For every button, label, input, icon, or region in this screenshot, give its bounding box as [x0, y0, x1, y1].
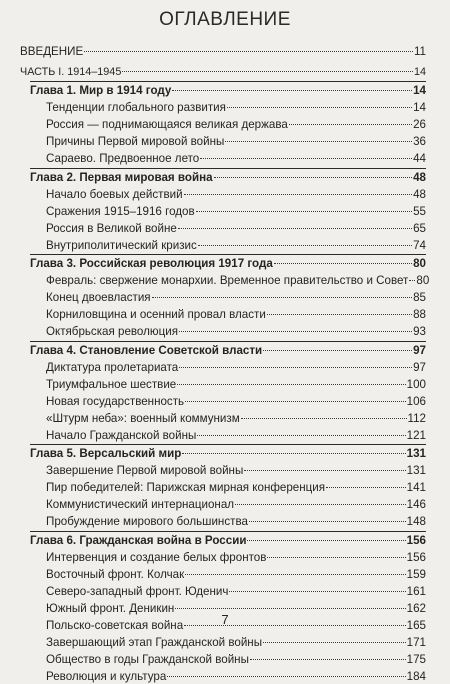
toc-section[interactable]: [20, 151, 426, 167]
toc-entry-page: 14: [413, 101, 426, 115]
dot-leader: [244, 470, 405, 471]
toc-section[interactable]: [20, 635, 426, 651]
toc-entry-page: 55: [413, 204, 426, 218]
toc-entry-label: Глава 5. Версальский мир: [30, 447, 182, 461]
toc-section[interactable]: [20, 117, 426, 133]
toc-section[interactable]: [20, 394, 426, 410]
toc-entry-label: Глава 6. Гражданская война в России: [30, 533, 247, 547]
chapter-divider: [30, 444, 426, 445]
toc-section[interactable]: [20, 324, 426, 340]
toc-entry-page: 156: [406, 550, 426, 564]
toc-entry-page: 162: [406, 601, 426, 615]
toc-entry-page: 156: [406, 533, 426, 547]
toc-entry-label: Завершающий этап Гражданской войны: [46, 635, 263, 649]
toc-entry-label: Россия в Великой войне: [46, 221, 177, 235]
toc-entry-page: 165: [406, 618, 426, 632]
toc-chapter[interactable]: [20, 533, 426, 549]
toc-entry-page: 100: [406, 377, 426, 391]
toc-entry-page: 131: [406, 464, 426, 478]
toc-entry-page: 146: [406, 498, 426, 512]
dot-leader: [152, 297, 413, 298]
toc-intro[interactable]: [20, 44, 426, 60]
table-of-contents: [20, 44, 430, 684]
dot-leader: [247, 540, 405, 541]
toc-entry-page: 97: [413, 360, 426, 374]
toc-section[interactable]: [20, 187, 426, 203]
toc-section[interactable]: [20, 497, 426, 513]
toc-part[interactable]: [20, 65, 426, 81]
toc-entry-page: 14: [413, 65, 426, 78]
dot-leader: [178, 228, 412, 229]
dot-leader: [267, 557, 405, 558]
toc-entry-label: Революция и культура: [46, 669, 167, 683]
toc-entry-label: Корниловщина и осенний провал власти: [46, 308, 266, 322]
toc-entry-label: Глава 2. Первая мировая война: [30, 170, 213, 184]
toc-entry-page: 88: [413, 308, 426, 322]
toc-entry-page: 65: [413, 221, 426, 235]
toc-section[interactable]: [20, 463, 426, 479]
dot-leader: [200, 158, 412, 159]
dot-leader: [179, 367, 412, 368]
dot-leader: [263, 350, 412, 351]
toc-entry-label: ЧАСТЬ I. 1914–1945: [20, 65, 122, 78]
toc-section[interactable]: [20, 514, 426, 530]
toc-entry-label: Триумфальное шествие: [46, 377, 177, 391]
toc-entry-label: Октябрьская революция: [46, 325, 178, 339]
toc-entry-label: Глава 4. Становление Советской власти: [30, 343, 263, 357]
toc-section[interactable]: [20, 652, 426, 668]
toc-entry-page: 74: [413, 238, 426, 252]
toc-section[interactable]: [20, 584, 426, 600]
toc-entry-label: Пир победителей: Парижская мирная конференция: [46, 481, 326, 495]
toc-section[interactable]: [20, 221, 426, 237]
toc-entry-label: ВВЕДЕНИЕ: [20, 45, 84, 58]
toc-entry-page: 175: [406, 652, 426, 666]
dot-leader: [172, 90, 412, 91]
toc-entry-page: 48: [413, 170, 426, 184]
chapter-divider: [30, 168, 426, 169]
toc-entry-page: 141: [406, 481, 426, 495]
toc-section[interactable]: [20, 290, 426, 306]
dot-leader: [326, 487, 406, 488]
dot-leader: [225, 141, 412, 142]
toc-section[interactable]: [20, 428, 426, 444]
dot-leader: [274, 263, 412, 264]
toc-entry-page: 97: [413, 343, 426, 357]
toc-entry-label: Южный фронт. Деникин: [46, 601, 175, 615]
toc-section[interactable]: [20, 238, 426, 254]
toc-entry-page: 148: [406, 515, 426, 529]
toc-entry-page: 131: [406, 447, 426, 461]
toc-entry-label: Пробуждение мирового большинства: [46, 515, 248, 529]
toc-entry-page: 184: [406, 669, 426, 683]
dot-leader: [175, 608, 405, 609]
toc-entry-label: Новая государственность: [46, 394, 185, 408]
toc-entry-label: Диктатура пролетариата: [46, 360, 179, 374]
toc-entry-page: 11: [413, 45, 426, 58]
toc-chapter[interactable]: [20, 446, 426, 462]
dot-leader: [214, 177, 413, 178]
dot-leader: [241, 418, 407, 419]
toc-entry-label: Начало боевых действий: [46, 187, 183, 201]
toc-entry-label: «Штурм неба»: военный коммунизм: [46, 411, 240, 425]
toc-entry-page: 48: [413, 187, 426, 201]
toc-entry-label: Глава 1. Мир в 1914 году: [30, 84, 172, 98]
dot-leader: [182, 453, 405, 454]
toc-chapter[interactable]: [20, 170, 426, 186]
toc-entry-label: Конец двоевластия: [46, 291, 151, 305]
toc-entry-page: 161: [406, 584, 426, 598]
chapter-divider: [30, 341, 426, 342]
toc-section[interactable]: [20, 377, 426, 393]
toc-entry-page: 14: [413, 84, 426, 98]
dot-leader: [179, 331, 412, 332]
dot-leader: [84, 51, 413, 52]
dot-leader: [227, 107, 412, 108]
dot-leader: [235, 504, 406, 505]
toc-entry-page: 26: [413, 118, 426, 132]
toc-section[interactable]: [20, 100, 426, 116]
toc-entry-label: Общество в годы Гражданской войны: [46, 652, 249, 666]
toc-chapter[interactable]: [20, 256, 426, 272]
dot-leader: [185, 574, 406, 575]
chapter-divider: [30, 531, 426, 532]
toc-entry-label: Глава 3. Российская революция 1917 года: [30, 257, 273, 271]
toc-entry-page: 80: [416, 274, 430, 288]
toc-entry-page: 93: [413, 325, 426, 339]
toc-entry-label: Сараево. Предвоенное лето: [46, 152, 200, 166]
toc-entry-page: 159: [406, 567, 426, 581]
toc-section[interactable]: [20, 273, 430, 289]
toc-entry-label: Восточный фронт. Колчак: [46, 567, 185, 581]
dot-leader: [409, 280, 415, 281]
toc-entry-label: Завершение Первой мировой войны: [46, 464, 244, 478]
toc-entry-label: Внутриполитический кризис: [46, 238, 197, 252]
dot-leader: [229, 591, 405, 592]
dot-leader: [250, 659, 406, 660]
toc-entry-page: 85: [413, 291, 426, 305]
dot-leader: [267, 314, 412, 315]
toc-entry-page: 36: [413, 135, 426, 149]
dot-leader: [167, 676, 405, 677]
dot-leader: [198, 245, 412, 246]
dot-leader: [122, 71, 413, 72]
toc-entry-page: 121: [406, 428, 426, 442]
toc-entry-label: Тенденции глобального развития: [46, 101, 226, 115]
toc-entry-label: Интервенция и создание белых фронтов: [46, 550, 267, 564]
toc-chapter[interactable]: [20, 83, 426, 99]
toc-entry-label: Причины Первой мировой войны: [46, 135, 225, 149]
toc-section[interactable]: [20, 550, 426, 566]
toc-entry-label: Февраль: свержение монархии. Временное правительство и Совет: [46, 274, 409, 288]
dot-leader: [263, 642, 406, 643]
toc-section[interactable]: [20, 480, 426, 496]
dot-leader: [249, 521, 406, 522]
dot-leader: [185, 401, 406, 402]
chapter-divider: [30, 81, 426, 82]
toc-section[interactable]: [20, 411, 426, 427]
toc-section[interactable]: [20, 669, 426, 684]
dot-leader: [197, 435, 405, 436]
toc-entry-label: Коммунистический интернационал: [46, 498, 235, 512]
dot-leader: [184, 194, 413, 195]
toc-section[interactable]: [20, 360, 426, 376]
page-title: ОГЛАВЛЕНИЕ: [159, 9, 291, 30]
toc-entry-page: 80: [413, 257, 426, 271]
toc-section[interactable]: [20, 204, 426, 220]
page-number: 7: [221, 612, 229, 627]
toc-entry-label: Польско-советская война: [46, 618, 184, 632]
toc-chapter[interactable]: [20, 343, 426, 359]
toc-entry-page: 44: [413, 152, 426, 166]
toc-entry-label: Россия — поднимающаяся великая держава: [46, 118, 288, 132]
dot-leader: [196, 211, 412, 212]
toc-entry-page: 112: [407, 411, 426, 425]
toc-section[interactable]: [20, 134, 426, 150]
chapter-divider: [30, 254, 426, 255]
dot-leader: [177, 384, 405, 385]
toc-entry-label: Сражения 1915–1916 годов: [46, 204, 195, 218]
toc-section[interactable]: [20, 567, 426, 583]
toc-entry-page: 106: [406, 394, 426, 408]
toc-section[interactable]: [20, 307, 426, 323]
dot-leader: [289, 124, 412, 125]
toc-entry-label: Начало Гражданской войны: [46, 428, 197, 442]
toc-entry-page: 171: [406, 635, 426, 649]
chapter-list: [20, 81, 430, 684]
toc-entry-label: Северо-западный фронт. Юденич: [46, 584, 229, 598]
